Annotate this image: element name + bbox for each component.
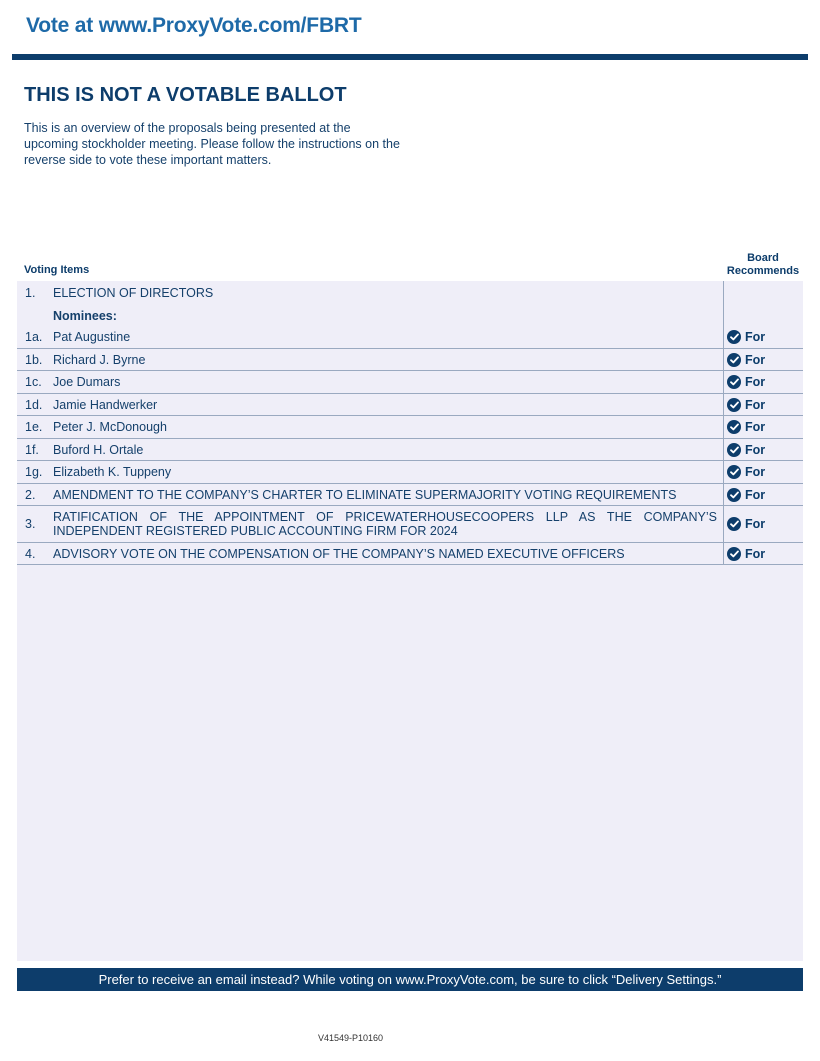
item-number: 3. <box>25 517 36 531</box>
item-number: 1c. <box>25 375 42 389</box>
board-recommendation <box>723 330 803 344</box>
item-description: Buford H. Ortale <box>53 442 144 457</box>
item-description: Richard J. Byrne <box>53 352 146 367</box>
document-code: V41549-P10160 <box>318 1033 384 1043</box>
item-number: 1d. <box>25 397 43 412</box>
recommendation-label: For <box>745 330 766 344</box>
voting-items-panel <box>17 281 803 961</box>
board-recommendation <box>723 375 803 389</box>
recommendation-label: For <box>745 487 766 502</box>
nominee-row <box>17 349 803 371</box>
recommendation-label: For <box>745 352 766 367</box>
item-description: RATIFICATION OF THE APPOINTMENT OF PRICEWATERHOUSECOOPERS LLP AS THE COMPANY’S INDEPENDENT REGISTERED PUBLIC ACCOUNTING FIRM FOR 2024 <box>53 510 717 538</box>
recommendation-label: For <box>745 442 766 457</box>
proposal-row <box>17 506 803 543</box>
item-description: ELECTION OF DIRECTORS <box>53 285 214 300</box>
board-recommendation <box>723 398 803 412</box>
check-circle-icon <box>727 443 741 457</box>
voting-items-table <box>17 281 803 565</box>
item-description: Jamie Handwerker <box>53 397 158 412</box>
item-description: Peter J. McDonough <box>53 420 167 434</box>
check-circle-icon <box>727 517 741 531</box>
proposal-row <box>17 543 803 565</box>
nominees-label: Nominees: <box>53 309 117 323</box>
voting-items-header: Voting Items <box>24 264 90 276</box>
item-number: 1f. <box>25 442 39 457</box>
nominee-row <box>17 439 803 461</box>
board-recommendation <box>723 420 803 434</box>
item-description: Elizabeth K. Tuppeny <box>53 465 172 479</box>
board-recommends-header: Board Recommends <box>726 252 800 277</box>
item-description: AMENDMENT TO THE COMPANY’S CHARTER TO ELIMINATE SUPERMAJORITY VOTING REQUIREMENTS <box>53 487 677 502</box>
item-number: 4. <box>25 546 36 561</box>
check-circle-icon <box>727 330 741 344</box>
item-number: 1b. <box>25 352 43 367</box>
check-circle-icon <box>727 398 741 412</box>
recommendation-label: For <box>745 517 766 531</box>
item-number: 2. <box>25 487 36 502</box>
intro-paragraph: This is an overview of the proposals being presented at the upcoming stockholder meeting. Please follow the instructions on the reverse side to vote these important matters. <box>24 121 400 167</box>
check-circle-icon <box>727 353 741 367</box>
delivery-settings-banner: Prefer to receive an email instead? While voting on www.ProxyVote.com, be sure to click “Delivery Settings.” <box>17 968 803 991</box>
header-divider <box>12 54 808 60</box>
nominee-row <box>17 394 803 416</box>
proposal-row <box>17 281 803 304</box>
proxyvote-url-heading[interactable]: Vote at www.ProxyVote.com/FBRT <box>26 14 362 37</box>
check-circle-icon <box>727 375 741 389</box>
recommendation-label: For <box>745 546 766 561</box>
check-circle-icon <box>727 420 741 434</box>
item-number: 1a. <box>25 330 43 344</box>
board-recommendation <box>723 547 803 561</box>
item-description: Joe Dumars <box>53 375 121 389</box>
nominee-row <box>17 416 803 439</box>
item-description: ADVISORY VOTE ON THE COMPENSATION OF THE COMPANY’S NAMED EXECUTIVE OFFICERS <box>53 546 625 561</box>
recommendation-label: For <box>745 420 766 434</box>
proposal-row <box>17 484 803 506</box>
board-recommendation <box>723 443 803 457</box>
item-number: 1e. <box>25 420 43 434</box>
board-recommendation <box>723 465 803 479</box>
check-circle-icon <box>727 547 741 561</box>
item-number: 1g. <box>25 465 43 479</box>
board-recommendation <box>723 353 803 367</box>
recommendation-label: For <box>745 465 766 479</box>
nominee-row <box>17 326 803 349</box>
check-circle-icon <box>727 488 741 502</box>
board-recommendation <box>723 488 803 502</box>
nominee-row <box>17 371 803 394</box>
check-circle-icon <box>727 465 741 479</box>
recommendation-label: For <box>745 397 766 412</box>
nominees-label-row <box>17 304 803 326</box>
item-number: 1. <box>25 285 36 300</box>
board-recommendation <box>723 517 803 531</box>
page-title: THIS IS NOT A VOTABLE BALLOT <box>24 84 347 106</box>
recommendation-label: For <box>745 375 766 389</box>
nominee-row <box>17 461 803 484</box>
item-description: Pat Augustine <box>53 330 131 344</box>
